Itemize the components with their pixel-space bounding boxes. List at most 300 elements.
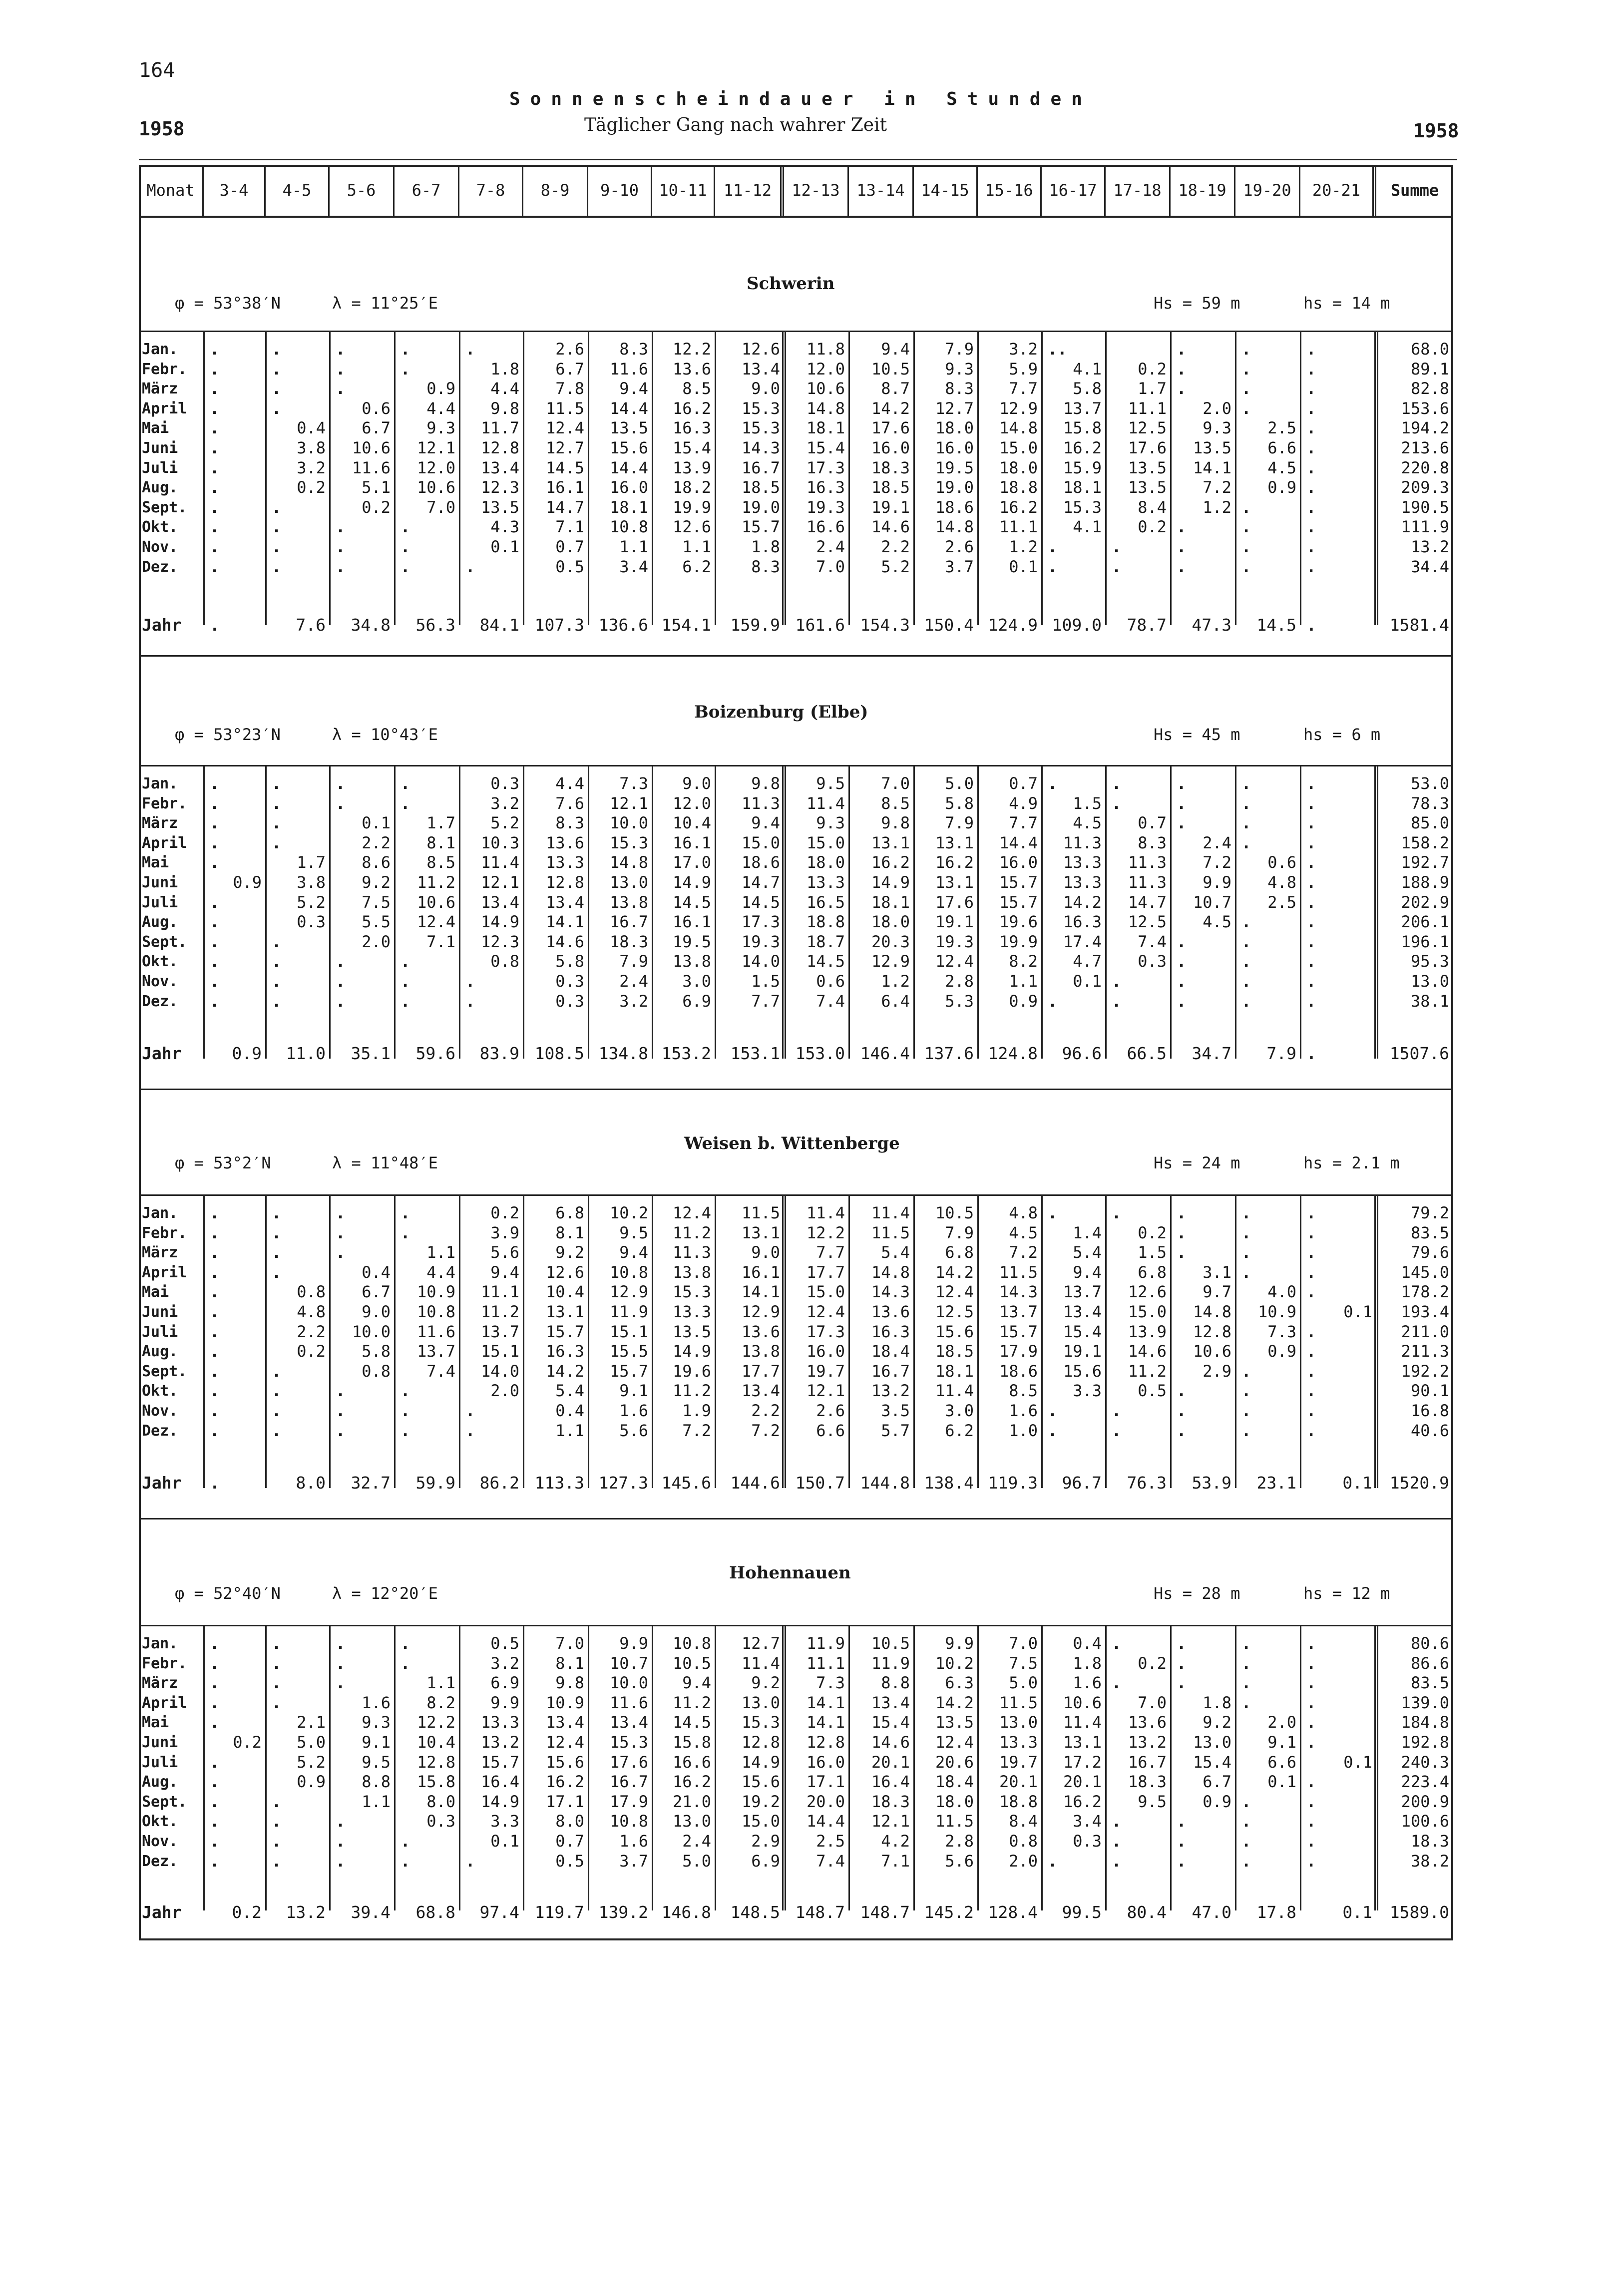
data-cell: 4.1 [1073,359,1102,378]
data-cell: . [272,1361,282,1381]
data-cell: 1.9 [682,1401,711,1420]
data-cell: 5.8 [945,793,974,813]
data-cell: 7.9 [1266,1044,1296,1063]
data-cell: 5.0 [945,774,974,793]
data-cell: 1589.0 [1389,1902,1449,1922]
row-label: Okt. [142,953,178,971]
data-row-3 [0,399,1624,418]
data-cell: 14.8 [999,418,1038,438]
data-cell: 2.9 [1203,1361,1231,1381]
row-label: Juli [142,1753,178,1771]
data-row-1 [0,1223,1624,1243]
data-cell: 11.4 [806,1203,845,1222]
station-lambda: λ = 10°43′E [332,725,438,744]
data-cell: 14.1 [806,1693,845,1712]
data-row-3 [0,1263,1624,1282]
page-title: Sonnenscheindauer in Stunden [509,89,1092,109]
data-cell: 10.6 [1063,1693,1102,1712]
data-cell: 18.7 [806,932,845,951]
station-hs: hs = 2.1 m [1303,1153,1400,1172]
data-cell: 5.0 [682,1851,711,1871]
data-cell: 0.8 [362,1361,391,1381]
data-cell: 10.0 [609,1673,648,1693]
data-cell: 0.4 [297,418,326,438]
data-cell: 188.9 [1401,873,1449,892]
data-cell: 3.7 [619,1851,648,1871]
data-top-rule [139,331,1453,332]
data-cell: 0.2 [1138,359,1167,378]
data-cell: 15.4 [1193,1752,1231,1772]
row-label: Okt. [142,518,178,536]
data-cell: . [1241,952,1251,971]
data-row-10 [0,972,1624,991]
data-cell: 10.6 [806,379,845,398]
data-cell: 53.9 [1192,1473,1231,1493]
data-row-6 [0,893,1624,912]
data-cell: 4.4 [426,1262,455,1282]
data-cell: 10.5 [672,1653,711,1673]
data-cell: 11.2 [672,1223,711,1242]
data-cell: 16.2 [871,853,910,872]
data-cell: 13.4 [871,1693,910,1712]
data-cell: . [336,774,346,793]
data-cell: 13.5 [1128,458,1167,477]
data-cell: 2.5 [816,1832,845,1851]
data-cell: 5.5 [362,912,391,932]
data-cell: 13.0 [672,1812,711,1831]
data-cell: 10.9 [545,1693,584,1712]
data-cell: 17.3 [806,1322,845,1341]
data-cell: 13.4 [545,892,584,912]
data-cell: 10.8 [672,1634,711,1653]
data-cell: . [210,458,220,477]
data-cell: 18.4 [935,1772,974,1792]
data-cell: 5.7 [881,1421,910,1440]
data-cell: . [1112,1832,1122,1851]
data-cell: 14.5 [672,892,711,912]
data-cell: 4.4 [490,379,519,398]
data-cell: 14.6 [871,517,910,537]
data-cell: 2.0 [1009,1851,1038,1871]
data-cell: 1520.9 [1389,1473,1449,1493]
data-cell: 100.6 [1401,1812,1449,1831]
column-header-17: 19-20 [1235,165,1300,216]
data-cell: 10.4 [672,813,711,833]
data-cell: 18.1 [935,1361,974,1381]
data-cell: 9.9 [1203,873,1231,892]
data-cell: 0.6 [816,972,845,991]
data-cell: 19.7 [999,1752,1038,1772]
data-cell: 59.9 [415,1473,455,1493]
data-cell: 144.6 [730,1473,780,1493]
data-cell: . [1241,991,1251,1011]
data-cell: 16.3 [1063,912,1102,932]
data-cell: 211.3 [1401,1342,1449,1361]
data-cell: 8.5 [426,853,455,872]
data-cell: 2.0 [490,1381,519,1401]
row-label: Mai [142,419,169,437]
data-cell: . [272,972,282,991]
data-cell: 16.1 [545,478,584,497]
data-cell: 11.2 [672,1381,711,1401]
data-row-6 [0,458,1624,478]
data-cell: . [1177,991,1187,1011]
data-cell: . [336,537,346,556]
data-cell: 12.1 [480,873,519,892]
data-cell: 10.0 [352,1322,391,1341]
data-cell: 16.2 [545,1772,584,1792]
data-cell: 9.8 [751,774,780,793]
data-cell: . [1177,557,1187,576]
data-cell: 1507.6 [1389,1044,1449,1063]
year-total-row [0,1044,1624,1063]
row-label: Nov. [142,973,178,990]
data-row-0 [0,774,1624,793]
data-row-8 [0,1792,1624,1812]
data-cell: 0.9 [232,1044,262,1063]
data-cell: . [1241,1203,1251,1222]
data-cell: 5.6 [619,1421,648,1440]
data-cell: . [336,1243,346,1262]
data-cell: 9.5 [619,1223,648,1242]
data-cell: 16.2 [999,497,1038,517]
data-cell: 12.1 [609,793,648,813]
data-cell: 16.3 [806,478,845,497]
data-cell: . [1241,932,1251,951]
data-cell: 17.2 [1063,1752,1102,1772]
data-cell: 18.6 [935,497,974,517]
data-cell: 124.9 [988,615,1038,635]
data-cell: 0.6 [1267,853,1296,872]
data-cell: . [1306,497,1316,517]
data-cell: 15.6 [1063,1361,1102,1381]
data-cell: 9.0 [751,379,780,398]
data-cell: 13.3 [672,1302,711,1321]
data-cell: 82.8 [1410,379,1449,398]
data-cell: 12.2 [672,340,711,359]
data-cell: 7.0 [816,557,845,576]
data-cell: 11.2 [672,1693,711,1712]
data-cell: . [1241,813,1251,833]
data-cell: 9.9 [490,1693,519,1712]
data-cell: 0.3 [1073,1832,1102,1851]
data-cell: 12.0 [672,793,711,813]
column-header-13: 15-16 [978,165,1042,216]
data-cell: . [1177,1673,1187,1693]
row-label: März [142,380,178,398]
row-label: April [142,834,187,852]
data-cell: 0.2 [297,478,326,497]
data-cell: . [272,379,282,398]
data-cell: 7.9 [945,813,974,833]
data-cell: 21.0 [672,1792,711,1811]
data-cell: 13.7 [1063,1282,1102,1302]
data-cell: 16.3 [871,1322,910,1341]
data-cell: 11.6 [416,1322,455,1341]
data-cell: 7.4 [1138,932,1167,951]
data-row-4 [0,1282,1624,1302]
station-separator [139,1518,1453,1519]
data-cell: 8.3 [619,340,648,359]
data-cell: 18.5 [741,478,780,497]
data-cell: 146.8 [661,1902,711,1922]
data-cell: 19.9 [672,497,711,517]
data-cell: . [272,340,282,359]
data-cell: 2.2 [362,833,391,852]
data-cell: 9.4 [682,1673,711,1693]
data-cell: 12.4 [935,1733,974,1752]
data-cell: 11.5 [871,1223,910,1242]
data-cell: 15.4 [672,438,711,457]
data-cell: 0.3 [297,912,326,932]
data-cell: . [336,1653,346,1673]
data-cell: 6.6 [1267,438,1296,457]
row-label: Febr. [142,1654,187,1672]
station-separator [139,1089,1453,1090]
data-cell: 11.5 [741,1203,780,1222]
data-cell: 1.6 [1009,1401,1038,1420]
data-cell: 11.5 [545,398,584,418]
data-cell: . [336,340,346,359]
data-cell: 13.5 [1193,438,1231,457]
data-cell: . [336,1223,346,1242]
data-cell: 5.0 [297,1733,326,1752]
data-cell: . [272,952,282,971]
data-cell: 11.4 [806,793,845,813]
data-cell: 13.1 [871,833,910,852]
data-cell: . [1048,1851,1058,1871]
data-cell: 12.6 [1128,1282,1167,1302]
data-cell: 3.3 [1073,1381,1102,1401]
data-cell: 20.6 [935,1752,974,1772]
data-cell: 13.1 [741,1223,780,1242]
data-cell: . [210,1812,220,1831]
data-cell: 3.5 [881,1401,910,1420]
data-cell: 3.1 [1203,1262,1231,1282]
data-cell: 8.0 [296,1473,326,1493]
data-cell: 7.5 [362,892,391,912]
data-cell: . [210,1361,220,1381]
data-cell: 3.3 [490,1812,519,1831]
data-cell: 16.2 [1063,1792,1102,1811]
data-cell: 15.6 [741,1772,780,1792]
data-cell: . [1112,972,1122,991]
data-cell: 190.5 [1401,497,1449,517]
data-cell: 137.6 [924,1044,974,1063]
data-cell: 16.0 [935,438,974,457]
data-cell: 66.5 [1127,1044,1167,1063]
column-header-5: 7-8 [459,165,523,216]
data-cell: . [1177,1653,1187,1673]
data-cell: 16.7 [1128,1752,1167,1772]
data-cell: 19.2 [741,1792,780,1811]
data-cell: 7.1 [555,517,584,537]
data-cell: . [210,1381,220,1401]
station-phi: φ = 53°38′N [175,294,281,313]
data-cell: 1.1 [426,1673,455,1693]
data-cell: 3.9 [490,1223,519,1242]
data-row-8 [0,498,1624,517]
data-cell: . [1177,932,1187,951]
data-cell: 11.2 [416,873,455,892]
row-label: März [142,1674,178,1692]
data-cell: 14.3 [999,1282,1038,1302]
data-cell: 13.3 [1063,853,1102,872]
data-cell: 18.3 [1410,1832,1449,1851]
data-cell: 16.3 [545,1342,584,1361]
data-cell: 13.2 [871,1381,910,1401]
data-cell: 7.0 [1138,1693,1167,1712]
data-cell: . [1306,1401,1316,1420]
data-cell: 18.8 [999,1792,1038,1811]
column-header-9: 11-12 [715,165,784,216]
data-cell: 13.4 [480,458,519,477]
data-cell: 1.1 [682,537,711,556]
data-cell: . [1306,991,1316,1011]
data-cell: 11.4 [1063,1713,1102,1732]
data-cell: 12.9 [999,398,1038,418]
row-label: Aug. [142,1343,178,1361]
data-cell: 12.4 [935,1282,974,1302]
data-cell: 16.2 [672,398,711,418]
data-cell: 16.7 [609,1772,648,1792]
data-cell: 79.2 [1410,1203,1449,1222]
data-row-9 [0,1812,1624,1831]
data-cell: 4.4 [555,774,584,793]
data-cell: 13.2 [1128,1733,1167,1752]
data-cell: 14.9 [741,1752,780,1772]
data-cell: 14.7 [1128,892,1167,912]
row-label: Juni [142,439,178,457]
top-rule [139,159,1457,160]
data-cell: 13.4 [1063,1302,1102,1321]
data-cell: 7.4 [816,991,845,1011]
station-lambda: λ = 11°25′E [332,294,438,313]
data-cell: 17.4 [1063,932,1102,951]
data-cell: . [1306,478,1316,497]
data-row-11 [0,1421,1624,1441]
data-cell: 7.3 [816,1673,845,1693]
data-cell: . [1306,379,1316,398]
data-cell: 15.7 [999,873,1038,892]
data-cell: . [1306,1772,1316,1792]
station-hs: Hs = 59 m [1154,294,1240,313]
data-cell: 7.3 [619,774,648,793]
data-cell: . [401,557,410,576]
data-cell: 7.1 [426,932,455,951]
data-cell: 11.2 [1128,1361,1167,1381]
data-cell: 83.9 [479,1044,519,1063]
data-cell: 6.7 [362,418,391,438]
data-cell: . [1306,1342,1316,1361]
data-cell: 213.6 [1401,438,1449,457]
data-cell: . [210,1673,220,1693]
data-cell: . [401,340,410,359]
data-cell: 18.0 [806,853,845,872]
data-cell: 47.3 [1192,615,1231,635]
data-cell: 12.4 [416,912,455,932]
data-cell: . [401,1851,410,1871]
data-cell: 15.7 [741,517,780,537]
data-cell: 14.9 [871,873,910,892]
data-cell: . [401,359,410,378]
data-cell: . [1177,1832,1187,1851]
data-cell: 127.3 [598,1473,648,1493]
data-cell: 1.5 [1073,793,1102,813]
data-cell: 128.4 [988,1902,1038,1922]
data-cell: . [210,1322,220,1341]
data-cell: 16.0 [806,1342,845,1361]
data-cell: . [1177,1851,1187,1871]
data-cell: . [1306,853,1316,872]
data-cell: 12.0 [806,359,845,378]
data-cell: 13.9 [672,458,711,477]
data-cell: 14.9 [672,1342,711,1361]
data-cell: 11.3 [1128,853,1167,872]
data-cell: 16.2 [672,1772,711,1792]
data-cell: 3.0 [945,1401,974,1420]
data-cell: 5.4 [555,1381,584,1401]
data-cell: . [272,1262,282,1282]
data-cell: 16.6 [672,1752,711,1772]
data-cell: 11.1 [806,1653,845,1673]
data-cell: 9.2 [555,1243,584,1262]
data-cell: 2.5 [1267,418,1296,438]
data-cell: 13.6 [871,1302,910,1321]
data-cell: 108.5 [534,1044,584,1063]
data-cell: 1.6 [362,1693,391,1712]
data-cell: 0.3 [555,991,584,1011]
data-cell: 83.5 [1410,1673,1449,1693]
data-cell: . [465,991,475,1011]
year-right: 1958 [1413,120,1459,142]
data-row-3 [0,833,1624,853]
data-cell: . [1241,1243,1251,1262]
data-cell: 2.1 [297,1713,326,1732]
data-cell: . [1306,359,1316,378]
data-cell: . [1306,793,1316,813]
data-cell: . [1177,1401,1187,1420]
data-cell: . [1241,1361,1251,1381]
data-cell: 15.0 [806,833,845,852]
data-cell: 11.6 [609,359,648,378]
data-cell: . [1177,1223,1187,1242]
data-cell: . [1306,537,1316,556]
data-cell: . [210,853,220,872]
data-cell: . [1241,793,1251,813]
data-cell: . [210,1401,220,1420]
data-cell: 192.2 [1401,1361,1449,1381]
data-cell: 109.0 [1052,615,1102,635]
data-cell: 10.3 [480,833,519,852]
data-cell: 223.4 [1401,1772,1449,1792]
data-cell: 13.5 [609,418,648,438]
data-cell: 7.0 [426,497,455,517]
data-cell: 2.0 [362,932,391,951]
data-cell: 145.0 [1401,1262,1449,1282]
data-cell: 0.8 [297,1282,326,1302]
data-row-9 [0,1381,1624,1401]
data-cell: 184.8 [1401,1713,1449,1732]
station-phi: φ = 53°23′N [175,725,281,744]
data-cell: 7.9 [945,340,974,359]
data-cell: . [272,793,282,813]
data-cell: 0.3 [426,1812,455,1831]
data-cell: 2.4 [619,972,648,991]
data-cell: . [1112,793,1122,813]
data-cell: . [210,418,220,438]
data-cell: . [1306,458,1316,477]
